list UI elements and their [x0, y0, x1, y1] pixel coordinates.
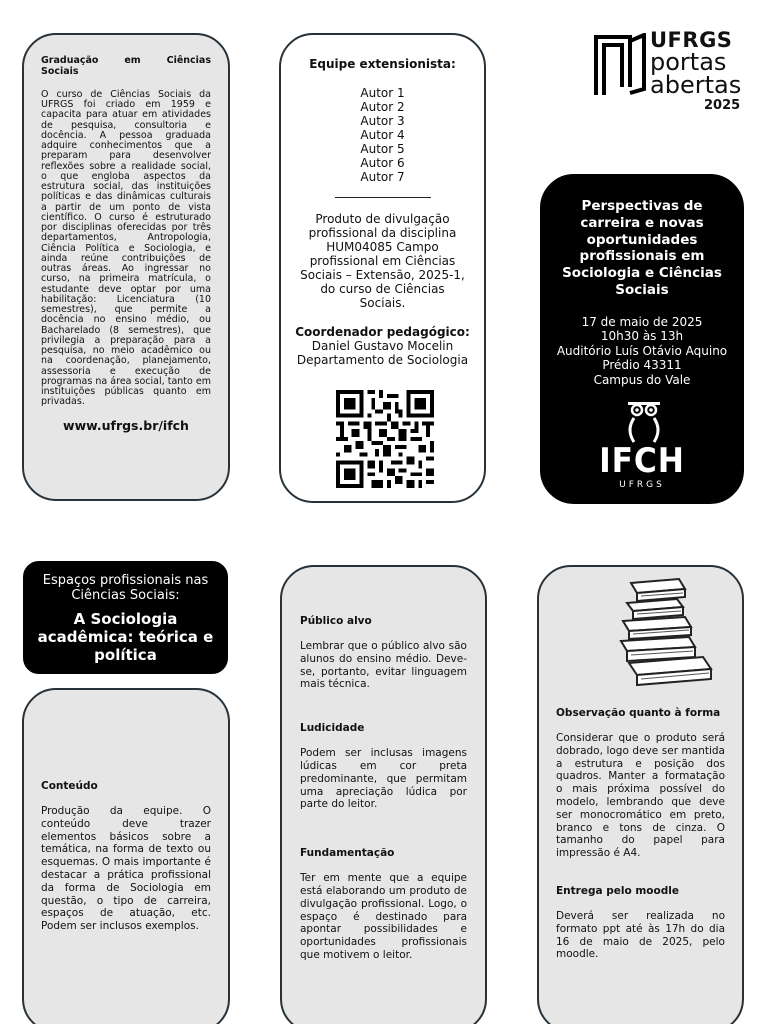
- owl-icon: [624, 398, 664, 444]
- author-item: Autor 5: [360, 142, 405, 156]
- graduacao-heading-cont: Sociais: [41, 66, 79, 78]
- ludicidade-title: Ludicidade: [300, 722, 365, 735]
- ludicidade-section: [300, 722, 467, 811]
- fundamentacao-section: [300, 847, 467, 962]
- entrega-text: Deverá ser realizada no formato ppt até às 17h do dia 16 de maio de 2025, pelo moodle.: [556, 909, 725, 961]
- logo-year: 2025: [704, 98, 741, 113]
- cover-title: Perspectivas de carreira e novas oportunidades profissionais em Sociologia e Ciências Sociais: [562, 198, 722, 298]
- publico-title: Público alvo: [300, 615, 372, 627]
- publico-text: Lembrar que o público alvo são alunos do ensino médio. Deve-se, portanto, evitar linguagem mais técnica.: [300, 640, 467, 691]
- equipe-title: Equipe extensionista:: [309, 57, 456, 71]
- guidelines-panel: [280, 565, 487, 1024]
- event-date: 17 de maio de 2025: [581, 314, 703, 329]
- espacos-subtitle: Espaços profissionais nas Ciências Sociais:: [42, 573, 209, 603]
- forma-title: Observação quanto à forma: [556, 707, 721, 719]
- espacos-label: [23, 561, 228, 674]
- event-place: Auditório Luís Otávio Aquino: [556, 343, 728, 358]
- event-building: Prédio 43311: [602, 358, 682, 373]
- graduacao-heading: Graduação em Ciências: [41, 55, 211, 66]
- authors-list: [281, 86, 484, 184]
- cover-panel: [540, 174, 744, 504]
- divider: [335, 197, 431, 198]
- conteudo-text: Produção da equipe. O conteúdo deve trazer elementos básicos sobre a temática, na forma de texto ou esquemas. O mais importante é destacar a prática profissional da forma de Sociologia em questão, o tipo de carreira, espaços de atuação, etc. Podem ser inclusos exemplos.: [41, 805, 211, 933]
- graduacao-text: O curso de Ciências Sociais da UFRGS foi criado em 1959 e capacita para atuar em atividades de pesquisa, consultoria e docência. A pessoa graduada adquire conhecimentos que a preparam para desenvolver reflexões sobre a realidade social, o que engloba aspectos da estrutura social, das instituições políticas e das dinâmicas culturais a partir de um ponto de vista científico. O curso é estruturado por disciplinas oferecidas por três departamentos, Antropologia, Ciência Política e Sociologia, e ainda reúne contribuições de outras áreas. Ao ingressar no curso, na primeira matrícula, o estudante deve optar por uma habilitação: Licenciatura (10 semestres), que permite a docência no ensino médio, ou Bacharelado (8 semestres), que privilegia a preparação para a pesquisa, no meio acadêmico ou na coordenação, planejamento, assessoria e execução de programas na área social, tanto em instituições públicas quanto em privadas.: [41, 88, 211, 408]
- books-stack-icon: [619, 577, 715, 687]
- ifch-logo-text: IFCH: [599, 441, 685, 481]
- espacos-title: A Sociologia acadêmica: teórica e política: [37, 610, 214, 664]
- ufrgs-portas-abertas-logo: [594, 28, 744, 118]
- author-item: Autor 3: [360, 114, 405, 128]
- spacer: [556, 860, 725, 885]
- logo-mark-icon: [594, 33, 646, 95]
- forma-text: Considerar que o produto será dobrado, logo deve ser mantida a estrutura e posição dos quadros. Manter a formatação o mais próxima possível do modelo, lembrando que deve ser monocromático em preto, branco e tons de cinza. O tamanho do papel para impressão é A4.: [556, 732, 725, 860]
- coordinator-title: Coordenador pedagógico:: [295, 325, 470, 339]
- logo-abertas: abertas: [650, 71, 742, 99]
- entrega-title: Entrega pelo moodle: [556, 884, 679, 897]
- event-time: 10h30 às 13h: [600, 329, 684, 344]
- equipe-panel: [279, 33, 486, 503]
- qr-code-icon: [336, 390, 434, 488]
- author-item: Autor 4: [360, 128, 405, 142]
- ifch-url: www.ufrgs.br/ifch: [63, 417, 189, 433]
- forma-panel: [537, 565, 744, 1024]
- fundamentacao-text: Ter em mente que a equipe está elaborando um produto de divulgação profissional. Logo, o espaço é destinado para apontar possibilidades e oportunidades profissionais que motivem o leitor.: [300, 872, 467, 961]
- author-item: Autor 1: [360, 86, 405, 100]
- event-campus: Campus do Vale: [593, 372, 691, 387]
- coordinator-department: Departamento de Sociologia: [296, 353, 469, 367]
- graduacao-panel: [22, 33, 230, 501]
- author-item: Autor 7: [360, 170, 405, 184]
- event-info: [542, 315, 742, 388]
- logo-ufrgs: UFRGS: [650, 28, 733, 52]
- ifch-logo-sub: UFRGS: [619, 480, 665, 490]
- conteudo-title: Conteúdo: [41, 780, 98, 792]
- author-item: Autor 2: [360, 100, 405, 114]
- author-item: Autor 6: [360, 156, 405, 170]
- ludicidade-text: Podem ser inclusas imagens lúdicas em cor preta predominante, que permitam uma apreciação lúdica por parte do leitor.: [300, 747, 467, 811]
- product-description: Produto de divulgação profissional da disciplina HUM04085 Campo profissional em Ciências Sociais – Extensão, 2025-1, do curso de Ciências Sociais.: [300, 212, 465, 310]
- fundamentacao-title: Fundamentação: [300, 847, 395, 860]
- conteudo-panel: [22, 688, 230, 1024]
- coordinator-name: Daniel Gustavo Mocelin: [311, 339, 454, 353]
- logo-portas: portas: [650, 48, 727, 76]
- publico-section: [300, 615, 467, 691]
